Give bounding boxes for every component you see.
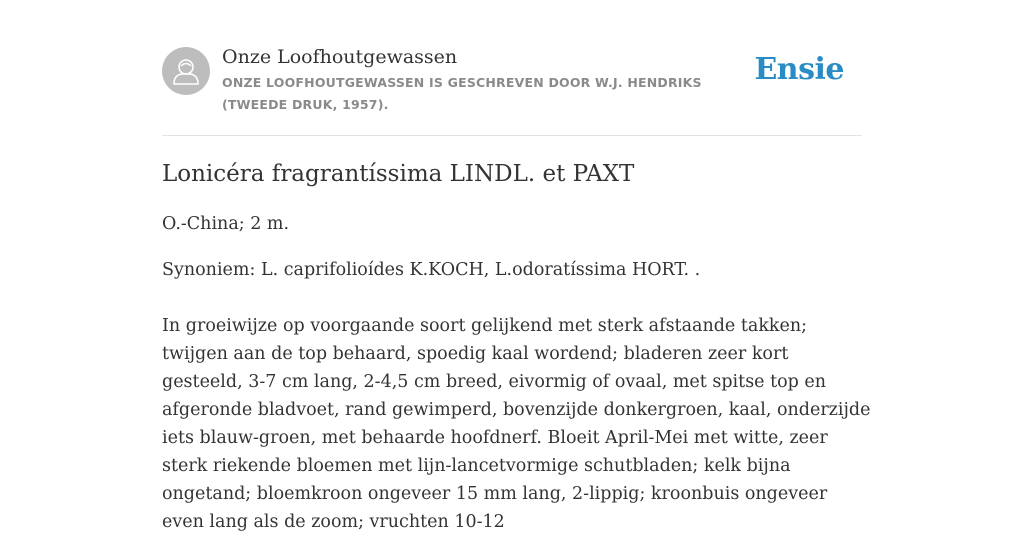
brand-logo[interactable]: Ensie bbox=[754, 52, 844, 87]
entry-title: Lonicéra fragrantíssima LINDL. et PAXT bbox=[162, 161, 635, 187]
entry-body: In groeiwijze op voorgaande soort gelijkend met sterk afstaande takken; twijgen aan de top behaard, spoedig kaal wordend; bladeren zeer kort gesteeld, 3-7 cm lang, 2-4,5 cm breed, eivormig of ovaal, met spitse top en afgeronde bladvoet, rand gewimperd, bovenzijde donkergroen, kaal, onderzijde iets blauw-groen, met behaarde hoofdnerf. Bloeit April-Mei met witte, zeer sterk riekende bloemen met lijn-lancetvormige schutbladen; kelk bijna ongetand; bloemkroon ongeveer 15 mm lang, 2-lippig; kroonbuis ongeveer even lang als de zoom; vruchten 10-12 bbox=[162, 316, 871, 532]
header-divider bbox=[162, 135, 862, 136]
avatar[interactable] bbox=[162, 47, 210, 95]
entry-content bbox=[162, 158, 872, 536]
book-title[interactable]: Onze Loofhoutgewassen bbox=[222, 46, 458, 68]
user-icon bbox=[162, 47, 210, 95]
book-description: ONZE LOOFHOUTGEWASSEN IS GESCHREVEN DOOR W.J. HENDRIKS (TWEEDE DRUK, 1957). bbox=[222, 75, 702, 112]
entry-origin: O.-China; 2 m. bbox=[162, 214, 290, 234]
source-header bbox=[162, 46, 862, 126]
entry-synonyms: Synoniem: L. caprifolioídes K.KOCH, L.odoratíssima HORT. . bbox=[162, 260, 701, 280]
